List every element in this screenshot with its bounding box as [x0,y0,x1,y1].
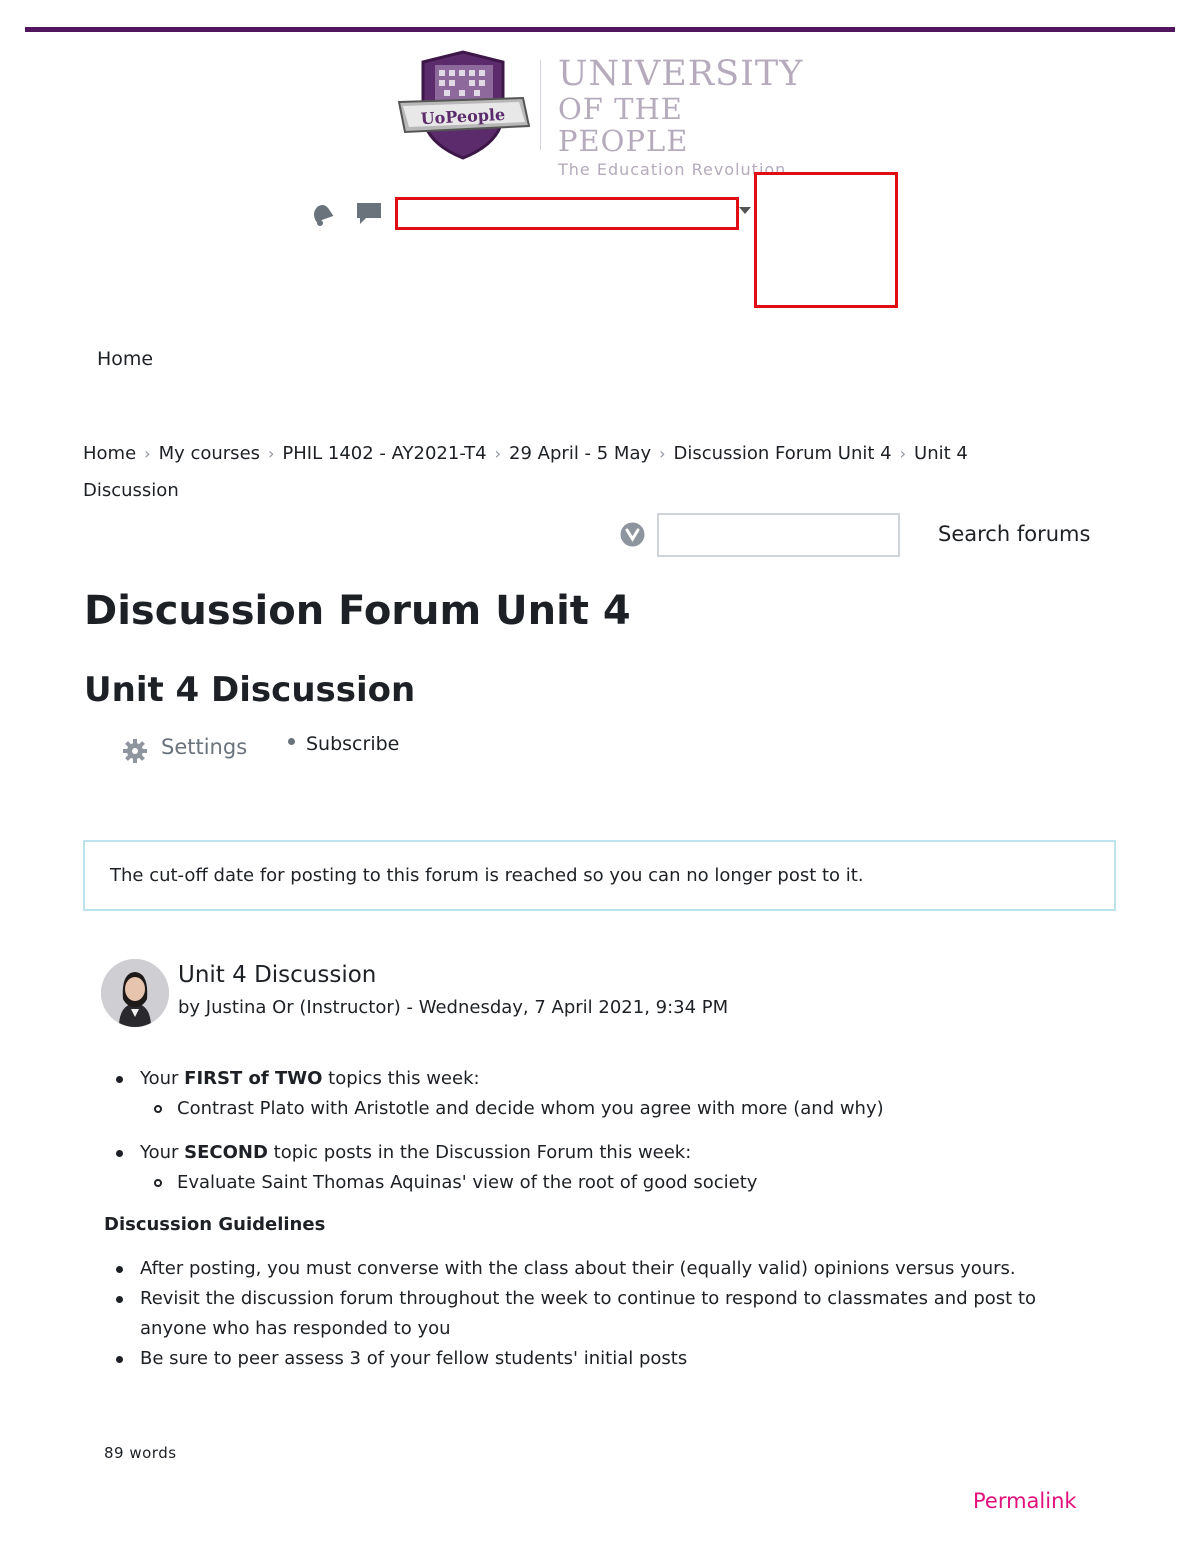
chevron-right-icon: › [659,444,666,463]
post-byline: by Justina Or (Instructor) - Wednesday, 7 April 2021, 9:34 PM [178,997,729,1018]
breadcrumb-item-my-courses[interactable]: My courses [158,443,261,464]
search-forums-input[interactable] [657,513,900,557]
chevron-right-icon: › [494,444,502,463]
chat-icon[interactable] [356,200,382,228]
topics-list [104,1064,1104,1124]
settings-label: Settings [161,735,248,759]
list-item: Be sure to peer assess 3 of your fellow students' initial posts [104,1344,1104,1374]
author-avatar[interactable] [101,959,169,1027]
list-item [104,1138,1104,1198]
logo-divider [540,60,541,150]
word-count: 89 words [104,1444,177,1462]
logo-line-of-the-people: OF THE PEOPLE [558,92,689,158]
post-subject: Unit 4 Discussion [178,962,377,988]
site-logo[interactable] [395,50,805,179]
breadcrumb-item-course[interactable]: PHIL 1402 - AY2021-T4 [282,443,487,464]
topic-text: topics this week: [322,1068,480,1089]
subscribe-link[interactable] [288,733,399,755]
subtopic-list [140,1094,1104,1124]
chevron-right-icon: › [268,444,275,463]
chevron-right-icon: › [899,444,907,463]
chevron-down-icon[interactable] [739,207,751,214]
user-avatar-redacted[interactable] [754,172,898,308]
list-item: After posting, you must converse with the class about their (equally valid) opinions versus yours. [104,1254,1104,1284]
crest-icon [395,50,530,160]
topic-text: topic posts in the Discussion Forum this week: [267,1142,692,1163]
topic-text: Your [140,1142,185,1163]
list-item: Contrast Plato with Aristotle and decide whom you agree with more (and why) [140,1094,1104,1124]
breadcrumb [83,435,1063,509]
nav-home-link[interactable]: Home [97,348,154,370]
breadcrumb-item-home[interactable]: Home [83,443,137,464]
author-avatar-image [101,959,169,1027]
breadcrumb-item-week[interactable]: 29 April - 5 May [509,443,652,464]
breadcrumb-item-discussion[interactable]: Unit 4 Discussion [83,443,968,501]
user-menu-redacted[interactable] [395,197,739,230]
page-title: Discussion Forum Unit 4 [84,588,631,634]
post-body [104,1064,1104,1374]
bell-icon[interactable] [308,200,334,228]
topic-emphasis: SECOND [184,1142,268,1163]
chevron-right-icon: › [144,444,151,463]
bullet-icon [288,738,295,745]
list-item [104,1064,1104,1124]
gear-icon [122,738,148,764]
topic-text: Your [140,1068,185,1089]
logo-tagline: The Education Revolution [558,160,787,179]
subtopic-list [140,1168,1104,1198]
subscribe-label: Subscribe [306,733,400,755]
help-icon[interactable] [620,522,645,547]
guidelines-list [104,1254,1104,1374]
guidelines-heading: Discussion Guidelines [104,1214,326,1235]
cutoff-alert [83,840,1116,911]
spacer [104,1124,1104,1138]
discussion-title: Unit 4 Discussion [84,670,416,710]
topics-list [104,1138,1104,1198]
search-forums-button[interactable]: Search forums [938,522,1091,546]
permalink-link[interactable]: Permalink [973,1489,1077,1513]
list-item: Revisit the discussion forum throughout the week to continue to respond to classmates and post to anyone who has responded to you [104,1284,1104,1344]
logo-text [558,55,805,183]
topic-emphasis: FIRST of TWO [184,1068,323,1089]
alert-message: The cut-off date for posting to this forum is reached so you can no longer post to it. [110,865,864,886]
list-item: Evaluate Saint Thomas Aquinas' view of the root of good society [140,1168,1104,1198]
logo-line-university: UNIVERSITY [558,54,804,94]
top-accent-bar [25,27,1175,32]
breadcrumb-item-forum[interactable]: Discussion Forum Unit 4 [673,443,892,464]
crest-text: UoPeople [420,104,506,129]
